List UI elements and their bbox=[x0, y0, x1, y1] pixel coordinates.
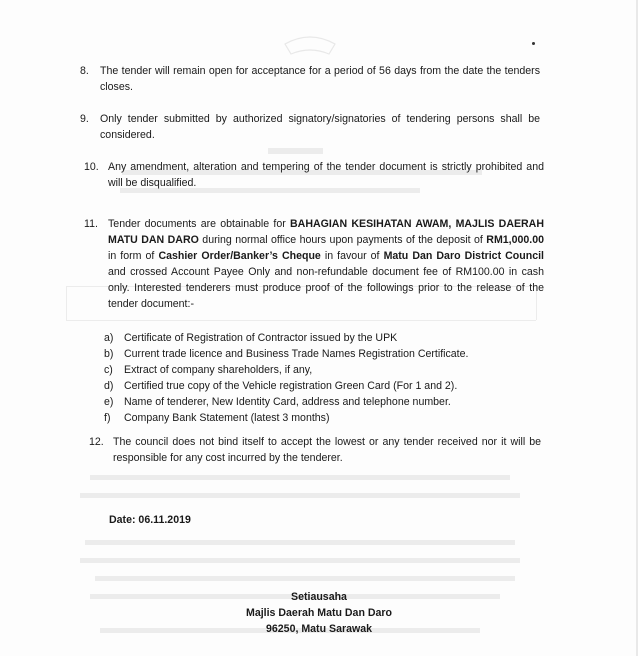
corner-mark bbox=[532, 42, 535, 45]
signatory-title: Setiausaha bbox=[291, 591, 347, 603]
clause-text: Only tender submitted by authorized signatory/signatories of tendering persons shall be considered. bbox=[100, 113, 540, 141]
clause-text: Tender documents are obtainable for BAHAGIAN KESIHATAN AWAM, MAJLIS DAERAH MATU DAN DARO during normal office hours upon payments of the deposit of RM1,000.00 in form of Cashier Order/Banker’s Cheque in favour of Matu Dan Daro District Council and crossed Account Payee Only and non-refundable document fee of RM100.00 in cash only. Interested tenderers must produce proof of the followings prior to the release of the tender document:- bbox=[108, 218, 545, 310]
clause-number: 12. bbox=[89, 436, 104, 448]
signatory-organisation: Majlis Daerah Matu Dan Daro bbox=[246, 607, 392, 619]
clause-text: Any amendment, alteration and tempering of the tender document is strictly prohibited and will be disqualified. bbox=[108, 161, 544, 189]
document-page: 8. The tender will remain open for acceptance for a period of 56 days from the date the tenders closes. 9. Only tender submitted by authorized signatory/signatories of tendering persons shall be considered. 10. Any amendment, alteration and tempering of the tender document is strictly prohibited and will be disqualified. 11. Tender documents are obtainable for BAHAGIAN KESIHATAN AWAM, MAJLIS DAERAH MATU DAN DARO during normal office hours upon payments of the deposit of RM1,000.00 in form of Cashier Order/Banker’s Cheque in favour of Matu Dan Daro District Council and crossed Account Payee Only and non-refundable document fee of RM100.00 in cash only. Interested tenderers must produce proof of the followings prior to the release of the tender document:- a) Certificate of Registration of Contractor issued by the UPK b) Current trade licence and Business Trade Names Registration Certificate. c) Extract of company shareholders, if any, d) Certified true copy of the Vehicle registration Green Card (For 1 and 2). e) Name of tenderer, New Identity Card, address and telephone number. f) Company Bank Statement (latest 3 months) 12. The council does not bind itself to accept the lowest or any tender received nor it will be responsible for any cost incurred by the tenderer. Date: 06.11.2019 Setiausaha Majlis Daerah Matu Dan Daro 96250, Matu Sarawak bbox=[0, 0, 638, 656]
clause-number: 10. bbox=[84, 161, 99, 173]
clause-text: The tender will remain open for acceptance for a period of 56 days from the date the tenders closes. bbox=[100, 65, 540, 93]
document-date: Date: 06.11.2019 bbox=[109, 514, 191, 526]
clause-text: The council does not bind itself to accept the lowest or any tender received nor it will be responsible for any cost incurred by the tenderer. bbox=[113, 436, 541, 464]
clause-number: 8. bbox=[80, 65, 89, 77]
clause-number: 9. bbox=[80, 113, 89, 125]
signatory-address: 96250, Matu Sarawak bbox=[266, 623, 372, 635]
clause-number: 11. bbox=[84, 218, 98, 230]
